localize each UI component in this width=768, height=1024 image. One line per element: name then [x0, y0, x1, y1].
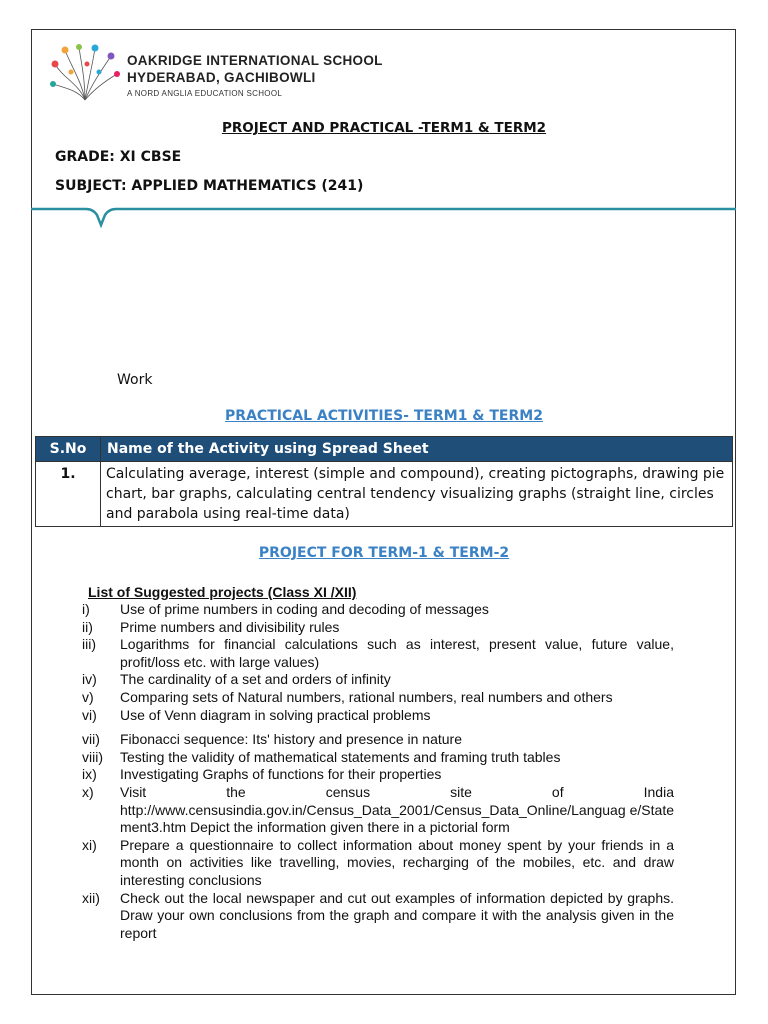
header-divider	[31, 203, 736, 231]
list-item	[82, 784, 674, 837]
school-tagline: A NORD ANGLIA EDUCATION SCHOOL	[127, 89, 283, 98]
list-item	[82, 671, 674, 689]
grade-line: GRADE: XI CBSE	[55, 149, 182, 165]
column-header-activity: Name of the Activity using Spread Sheet	[101, 437, 733, 462]
list-item-text: Prepare a questionnaire to collect information about money spent by your friends in a month on activities like travelling, movies, recharging of the mobiles, etc. and draw interesting conclusions	[120, 836, 674, 888]
list-item	[82, 766, 674, 784]
school-name-line1: OAKRIDGE INTERNATIONAL SCHOOL	[127, 53, 383, 68]
list-item	[82, 619, 674, 637]
list-item-text: The cardinality of a set and orders of infinity	[120, 671, 391, 688]
school-name-line2: HYDERABAD, GACHIBOWLI	[127, 69, 316, 85]
list-item-text: Logarithms for financial calculations such as interest, present value, future value, profit/loss etc. with large values)	[120, 636, 674, 670]
cell-activity: Calculating average, interest (simple and compound), creating pictographs, drawing pie chart, bar graphs, calculating central tendency visualizing graphs (straight line, circles and parabola using real-time data)	[101, 462, 733, 527]
table-row	[36, 462, 733, 527]
list-item-number: i)	[82, 601, 90, 617]
list-item-number: vi)	[82, 706, 97, 723]
list-item-number: iv)	[82, 671, 97, 688]
work-label: Work	[117, 372, 153, 388]
list-item-number: v)	[82, 688, 94, 705]
list-item-number: vii)	[82, 731, 100, 748]
project-list-heading: List of Suggested projects (Class XI /XII)	[88, 584, 357, 600]
school-name-block	[127, 54, 383, 98]
list-item-text: Use of prime numbers in coding and decoding of messages	[120, 601, 489, 617]
list-item-number: xi)	[82, 836, 97, 853]
list-item	[82, 749, 674, 767]
list-item-number: xii)	[82, 889, 100, 906]
project-heading: PROJECT FOR TERM-1 & TERM-2	[258, 545, 510, 561]
list-item-text: Fibonacci sequence: Its' history and presence in nature	[120, 731, 462, 748]
list-item-text: Investigating Graphs of functions for their properties	[120, 766, 442, 783]
school-logo-icon	[49, 44, 121, 102]
list-item-number: iii)	[82, 636, 96, 653]
project-list	[82, 601, 674, 942]
column-header-sno: S.No	[36, 437, 101, 462]
list-item-text: Testing the validity of mathematical statements and framing truth tables	[120, 748, 561, 765]
document-title: PROJECT AND PRACTICAL -TERM1 & TERM2	[221, 120, 547, 136]
subject-line: SUBJECT: APPLIED MATHEMATICS (241)	[55, 178, 364, 194]
activity-table	[35, 436, 733, 527]
table-header-row	[36, 437, 733, 462]
list-item	[82, 636, 674, 671]
list-item-number: ii)	[82, 618, 93, 635]
list-item	[82, 707, 674, 725]
list-item	[82, 689, 674, 707]
list-item-number: viii)	[82, 748, 103, 765]
list-item	[82, 601, 674, 619]
list-item-text: Visit the census site of India http://www.censusindia.gov.in/Census_Data_2001/Census_Data_Online/Languag e/State ment3.htm Depict the information given there in a pictorial form	[120, 783, 674, 836]
list-item-number: ix)	[82, 766, 97, 783]
list-item	[82, 731, 674, 749]
list-item-number: x)	[82, 783, 94, 800]
cell-sno: 1.	[36, 462, 101, 527]
list-item	[82, 837, 674, 890]
list-item-text: Prime numbers and divisibility rules	[120, 618, 340, 635]
list-item-text: Check out the local newspaper and cut out examples of information depicted by graphs. Draw your own conclusions from the graph and compare it with the analysis given in the report	[120, 889, 674, 941]
practical-heading: PRACTICAL ACTIVITIES- TERM1 & TERM2	[225, 408, 543, 424]
list-item-text: Comparing sets of Natural numbers, rational numbers, real numbers and others	[120, 688, 613, 705]
list-item	[82, 890, 674, 943]
list-item-text: Use of Venn diagram in solving practical problems	[120, 706, 431, 723]
